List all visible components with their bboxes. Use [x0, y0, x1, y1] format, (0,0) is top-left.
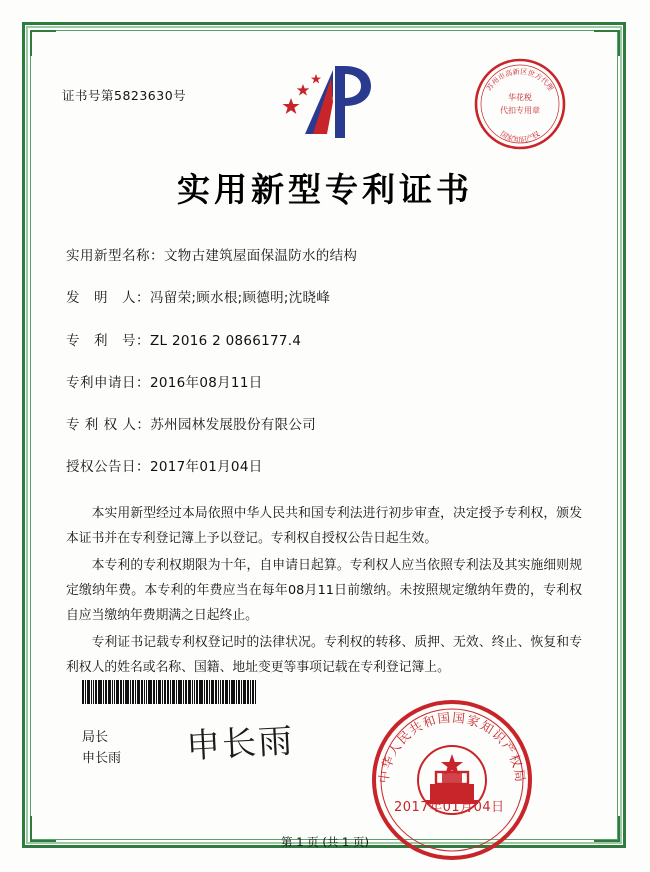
barcode — [82, 680, 260, 704]
field-list — [66, 246, 586, 500]
field-label: 专 利 权 人： — [66, 417, 151, 433]
legal-body-text — [66, 502, 582, 683]
field-label: 专利申请日： — [66, 374, 150, 391]
field-label: 授权公告日： — [66, 459, 150, 476]
field-value: 2017年01月04日 — [150, 459, 263, 476]
field-value: 2016年08月11日 — [150, 374, 263, 391]
field-label: 实用新型名称： — [66, 248, 164, 264]
certificate-number: 证书号第5823630号 — [62, 88, 187, 103]
svg-text:苏州市高新区世方代理: 苏州市高新区世方代理 — [484, 66, 556, 93]
field-value: ZL 2016 2 0866177.4 — [150, 332, 302, 349]
field-value: 冯留荣;顾水根;顾德明;沈晓峰 — [150, 290, 331, 307]
page-footer: 第 1 页 (共 1 页) — [281, 835, 369, 849]
signature-block — [82, 728, 121, 770]
field-label: 专 利 号： — [66, 332, 150, 349]
field-row — [66, 415, 586, 435]
field-label: 发 明 人： — [66, 290, 150, 307]
signature-title: 局长 — [82, 730, 109, 745]
signature-name: 申长雨 — [82, 750, 122, 766]
field-value: 苏州园林发展股份有限公司 — [150, 417, 316, 433]
svg-text:华花税: 华花税 — [508, 93, 532, 102]
field-row — [66, 288, 586, 308]
field-row — [66, 246, 586, 266]
legal-paragraph: 专利证书记载专利权登记时的法律状况。专利权的转移、质押、无效、终止、恢复和专利权人的姓名或名称、国籍、地址变更等事项记载在专利登记簿上。 — [66, 634, 582, 675]
legal-paragraph: 本实用新型经过本局依照中华人民共和国专利法进行初步审查，决定授予专利权，颁发本证书并在专利登记簿上予以登记。专利权自授权公告日起生效。 — [66, 506, 582, 546]
svg-text:代扣专用章: 代扣专用章 — [500, 106, 540, 115]
seal-date: 2017年01月04日 — [394, 800, 505, 815]
svg-text:中华人民共和国国家知识产权局: 中华人民共和国国家知识产权局 — [375, 709, 529, 785]
handwritten-signature: 申长雨 — [185, 721, 296, 767]
legal-paragraph: 本专利的专利权期限为十年，自申请日起算。专利权人应当依照专利法及其实施细则规定缴纳年费。本专利的年费应当在每年08月11日前缴纳。未按照规定缴纳年费的，专利权自应当缴纳年费期满之日起终止。 — [66, 557, 582, 623]
certificate-content — [46, 44, 604, 849]
page-title: 实用新型专利证书 — [177, 170, 473, 209]
field-row — [66, 457, 586, 477]
field-value: 文物古建筑屋面保温防水的结构 — [164, 248, 358, 264]
svg-text:国家知识产权: 国家知识产权 — [498, 129, 542, 145]
patent-office-logo-icon — [275, 62, 385, 142]
agent-seal-top-right — [472, 56, 568, 152]
field-row — [66, 331, 586, 351]
field-row — [66, 373, 586, 393]
